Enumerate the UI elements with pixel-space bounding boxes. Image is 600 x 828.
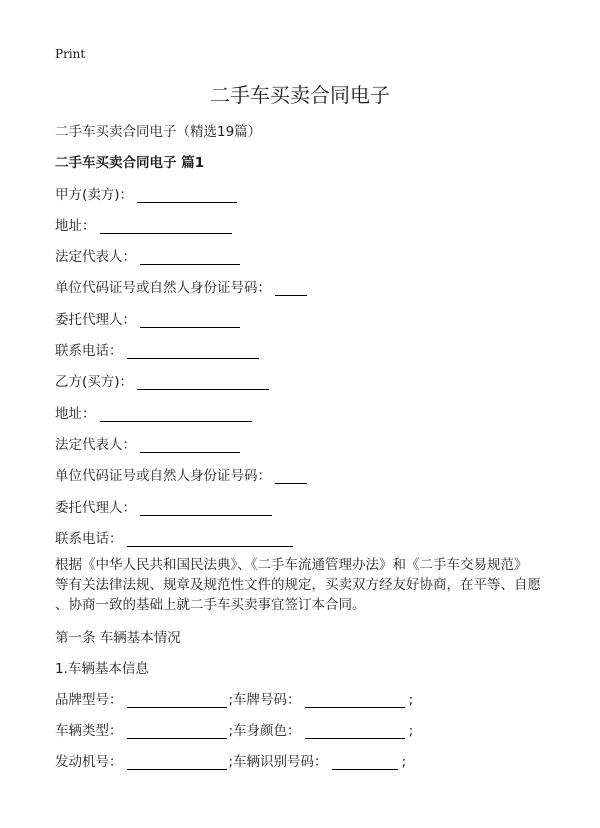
buyer-id-code-blank: [275, 469, 307, 484]
preamble-line: 根据《中华人民共和国民法典》、《二手车流通管理办法》和《二手车交易规范》: [55, 557, 528, 573]
vehicle-info-row: [55, 719, 413, 739]
preamble-line: 等有关法律法规、规章及规范性文件的规定，买卖双方经友好协商，在平等、自愿: [55, 577, 541, 593]
vehicle-info-row: [55, 688, 413, 708]
buyer-agent-label: 委托代理人：: [55, 500, 136, 516]
row-label-b: ;车身颜色：: [228, 723, 301, 739]
row-blank-a: [127, 755, 227, 770]
seller-id-code-blank: [275, 281, 307, 296]
buyer-phone-field: [55, 527, 293, 547]
buyer-legal-rep-field: [55, 433, 240, 453]
buyer-address-blank: [100, 407, 252, 422]
buyer-legal-rep-label: 法定代表人：: [55, 437, 136, 453]
seller-party-blank: [137, 188, 237, 203]
row-blank-a: [127, 693, 227, 708]
row-blank-b: [332, 755, 398, 770]
seller-agent-label: 委托代理人：: [55, 312, 136, 328]
seller-address-field: [55, 214, 232, 234]
buyer-phone-blank: [127, 532, 293, 547]
seller-id-code-label: 单位代码证号或自然人身份证号码：: [55, 280, 271, 296]
buyer-address-label: 地址：: [55, 406, 96, 422]
row-label-a: 车辆类型：: [55, 723, 123, 739]
seller-phone-field: [55, 339, 259, 359]
buyer-id-code-field: [55, 464, 307, 484]
seller-agent-blank: [140, 313, 240, 328]
buyer-phone-label: 联系电话：: [55, 531, 123, 547]
preamble-line: 、协商一致的基础上就二手车买卖事宜签订本合同。: [55, 597, 366, 613]
seller-agent-field: [55, 308, 240, 328]
buyer-legal-rep-blank: [140, 438, 240, 453]
row-end: ;: [408, 723, 414, 739]
seller-party-field: [55, 183, 237, 203]
buyer-party-blank: [137, 375, 269, 390]
seller-legal-rep-field: [55, 245, 240, 265]
buyer-address-field: [55, 402, 252, 422]
row-label-b: ;车辆识别号码：: [228, 754, 328, 770]
seller-legal-rep-label: 法定代表人：: [55, 249, 136, 265]
seller-id-code-field: [55, 276, 307, 296]
seller-address-label: 地址：: [55, 218, 96, 234]
row-end: ;: [401, 754, 407, 770]
buyer-id-code-label: 单位代码证号或自然人身份证号码：: [55, 468, 271, 484]
row-label-b: ;车牌号码：: [228, 692, 301, 708]
buyer-agent-blank: [140, 501, 272, 516]
section-title: 二手车买卖合同电子 篇1: [55, 155, 205, 171]
buyer-party-field: [55, 370, 269, 390]
row-blank-b: [305, 693, 405, 708]
seller-party-label: 甲方(卖方)：: [55, 187, 134, 203]
print-label[interactable]: Print: [55, 47, 86, 61]
document-title: 二手车买卖合同电子: [210, 83, 390, 107]
seller-legal-rep-blank: [140, 250, 240, 265]
row-blank-a: [127, 724, 227, 739]
buyer-agent-field: [55, 496, 272, 516]
row-end: ;: [408, 692, 414, 708]
seller-phone-blank: [127, 344, 259, 359]
preamble-paragraph: [55, 555, 555, 615]
seller-phone-label: 联系电话：: [55, 343, 123, 359]
buyer-party-label: 乙方(买方)：: [55, 374, 134, 390]
row-label-a: 发动机号：: [55, 754, 123, 770]
row-label-a: 品牌型号：: [55, 692, 123, 708]
row-blank-b: [305, 724, 405, 739]
document-subtitle: 二手车买卖合同电子（精选19篇）: [55, 124, 262, 140]
article-heading: 第一条 车辆基本情况: [55, 630, 181, 646]
item-heading: 1.车辆基本信息: [55, 661, 149, 677]
vehicle-info-row: [55, 750, 406, 770]
seller-address-blank: [100, 219, 232, 234]
